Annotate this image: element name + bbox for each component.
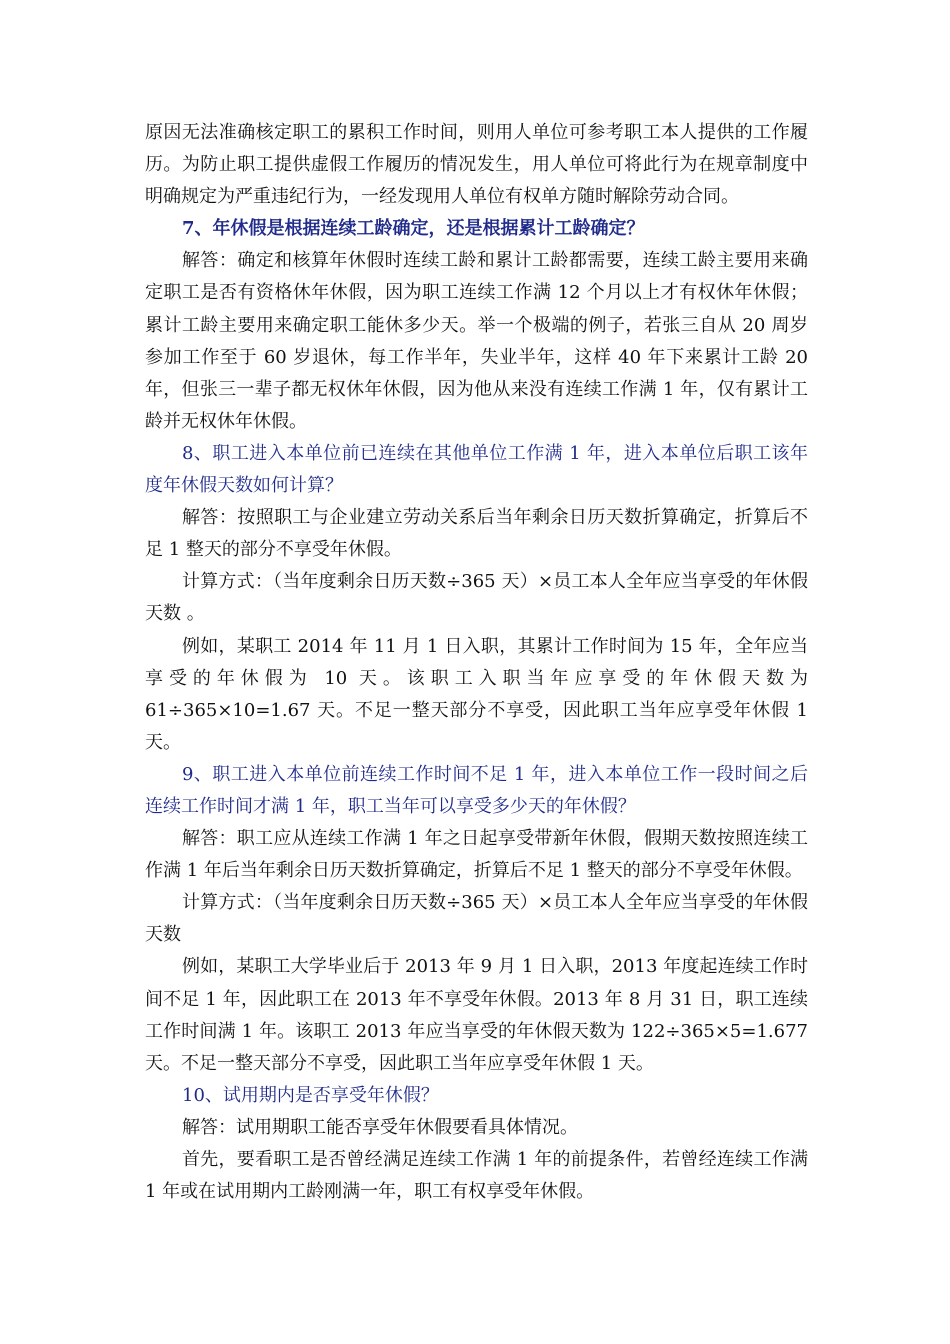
question-9-heading: 9、职工进入本单位前连续工作时间不足 1 年，进入本单位工作一段时间之后连续工作时间才满 1 年，职工当年可以享受多少天的年休假？ — [145, 763, 808, 817]
detail-10-paragraph: 首先，要看职工是否曾经满足连续工作满 1 年的前提条件，若曾经连续工作满 1 年或在试用期内工龄刚满一年，职工有权享受年休假。 — [145, 1149, 808, 1203]
answer-7-paragraph: 解答：确定和核算年休假时连续工龄和累计工龄都需要，连续工龄主要用来确定职工是否有资格休年休假，因为职工连续工作满 12 个月以上才有权休年休假；累计工龄主要用来确定职工能休多少天。举一个极端的例子，若张三自从 20 周岁参加工作至于 60 岁退休，每工作半年，失业半年，这样 40 年下来累计工龄 20 年，但张三一辈子都无权休年休假，因为他从来没有连续工作满 1 年，仅有累计工龄并无权休年休假。 — [145, 250, 808, 432]
example-9-paragraph: 例如，某职工大学毕业后于 2013 年 9 月 1 日入职，2013 年度起连续工作时间不足 1 年，因此职工在 2013 年不享受年休假。2013 年 8 月 31 日，职工连续工作时间满 1 年。该职工 2013 年应当享受的年休假天数为 122÷365×5=1.677 天。不足一整天部分不享受，因此职工当年应享受年休假 1 天。 — [145, 956, 808, 1074]
answer-10-paragraph: 解答：试用期职工能否享受年休假要看具体情况。 — [182, 1116, 578, 1138]
question-8-heading: 8、职工进入本单位前已连续在其他单位工作满 1 年，进入本单位后职工该年度年休假天数如何计算？ — [145, 442, 808, 497]
formula-8-paragraph: 计算方式：（当年度剩余日历天数÷365 天）×员工本人全年应当享受的年休假天数 。 — [145, 571, 808, 625]
formula-9-paragraph: 计算方式：（当年度剩余日历天数÷365 天）×员工本人全年应当享受的年休假天数 — [145, 892, 808, 946]
question-7-heading: 7、年休假是根据连续工龄确定，还是根据累计工龄确定？ — [182, 218, 645, 240]
answer-9-paragraph: 解答：职工应从连续工作满 1 年之日起享受带新年休假，假期天数按照连续工作满 1 年后当年剩余日历天数折算确定，折算后不足 1 整天的部分不享受年休假。 — [145, 828, 808, 882]
answer-8-paragraph: 解答：按照职工与企业建立劳动关系后当年剩余日历天数折算确定，折算后不足 1 整天的部分不享受年休假。 — [145, 507, 808, 561]
paragraph-continuation: 原因无法准确核定职工的累积工作时间，则用人单位可参考职工本人提供的工作履历。为防止职工提供虚假工作履历的情况发生，用人单位可将此行为在规章制度中明确规定为严重违纪行为，一经发现用人单位有权单方随时解除劳动合同。 — [145, 122, 808, 208]
document-body — [145, 117, 808, 1208]
example-8-paragraph: 例如，某职工 2014 年 11 月 1 日入职，其累计工作时间为 15 年，全年应当享受的年休假为 10 天。该职工入职当年应享受的年休假天数为 61÷365×10=1.67 天。不足一整天部分不享受，因此职工当年应享受年休假 1 天。 — [145, 635, 808, 753]
question-10-heading: 10、试用期内是否享受年休假？ — [182, 1084, 439, 1106]
